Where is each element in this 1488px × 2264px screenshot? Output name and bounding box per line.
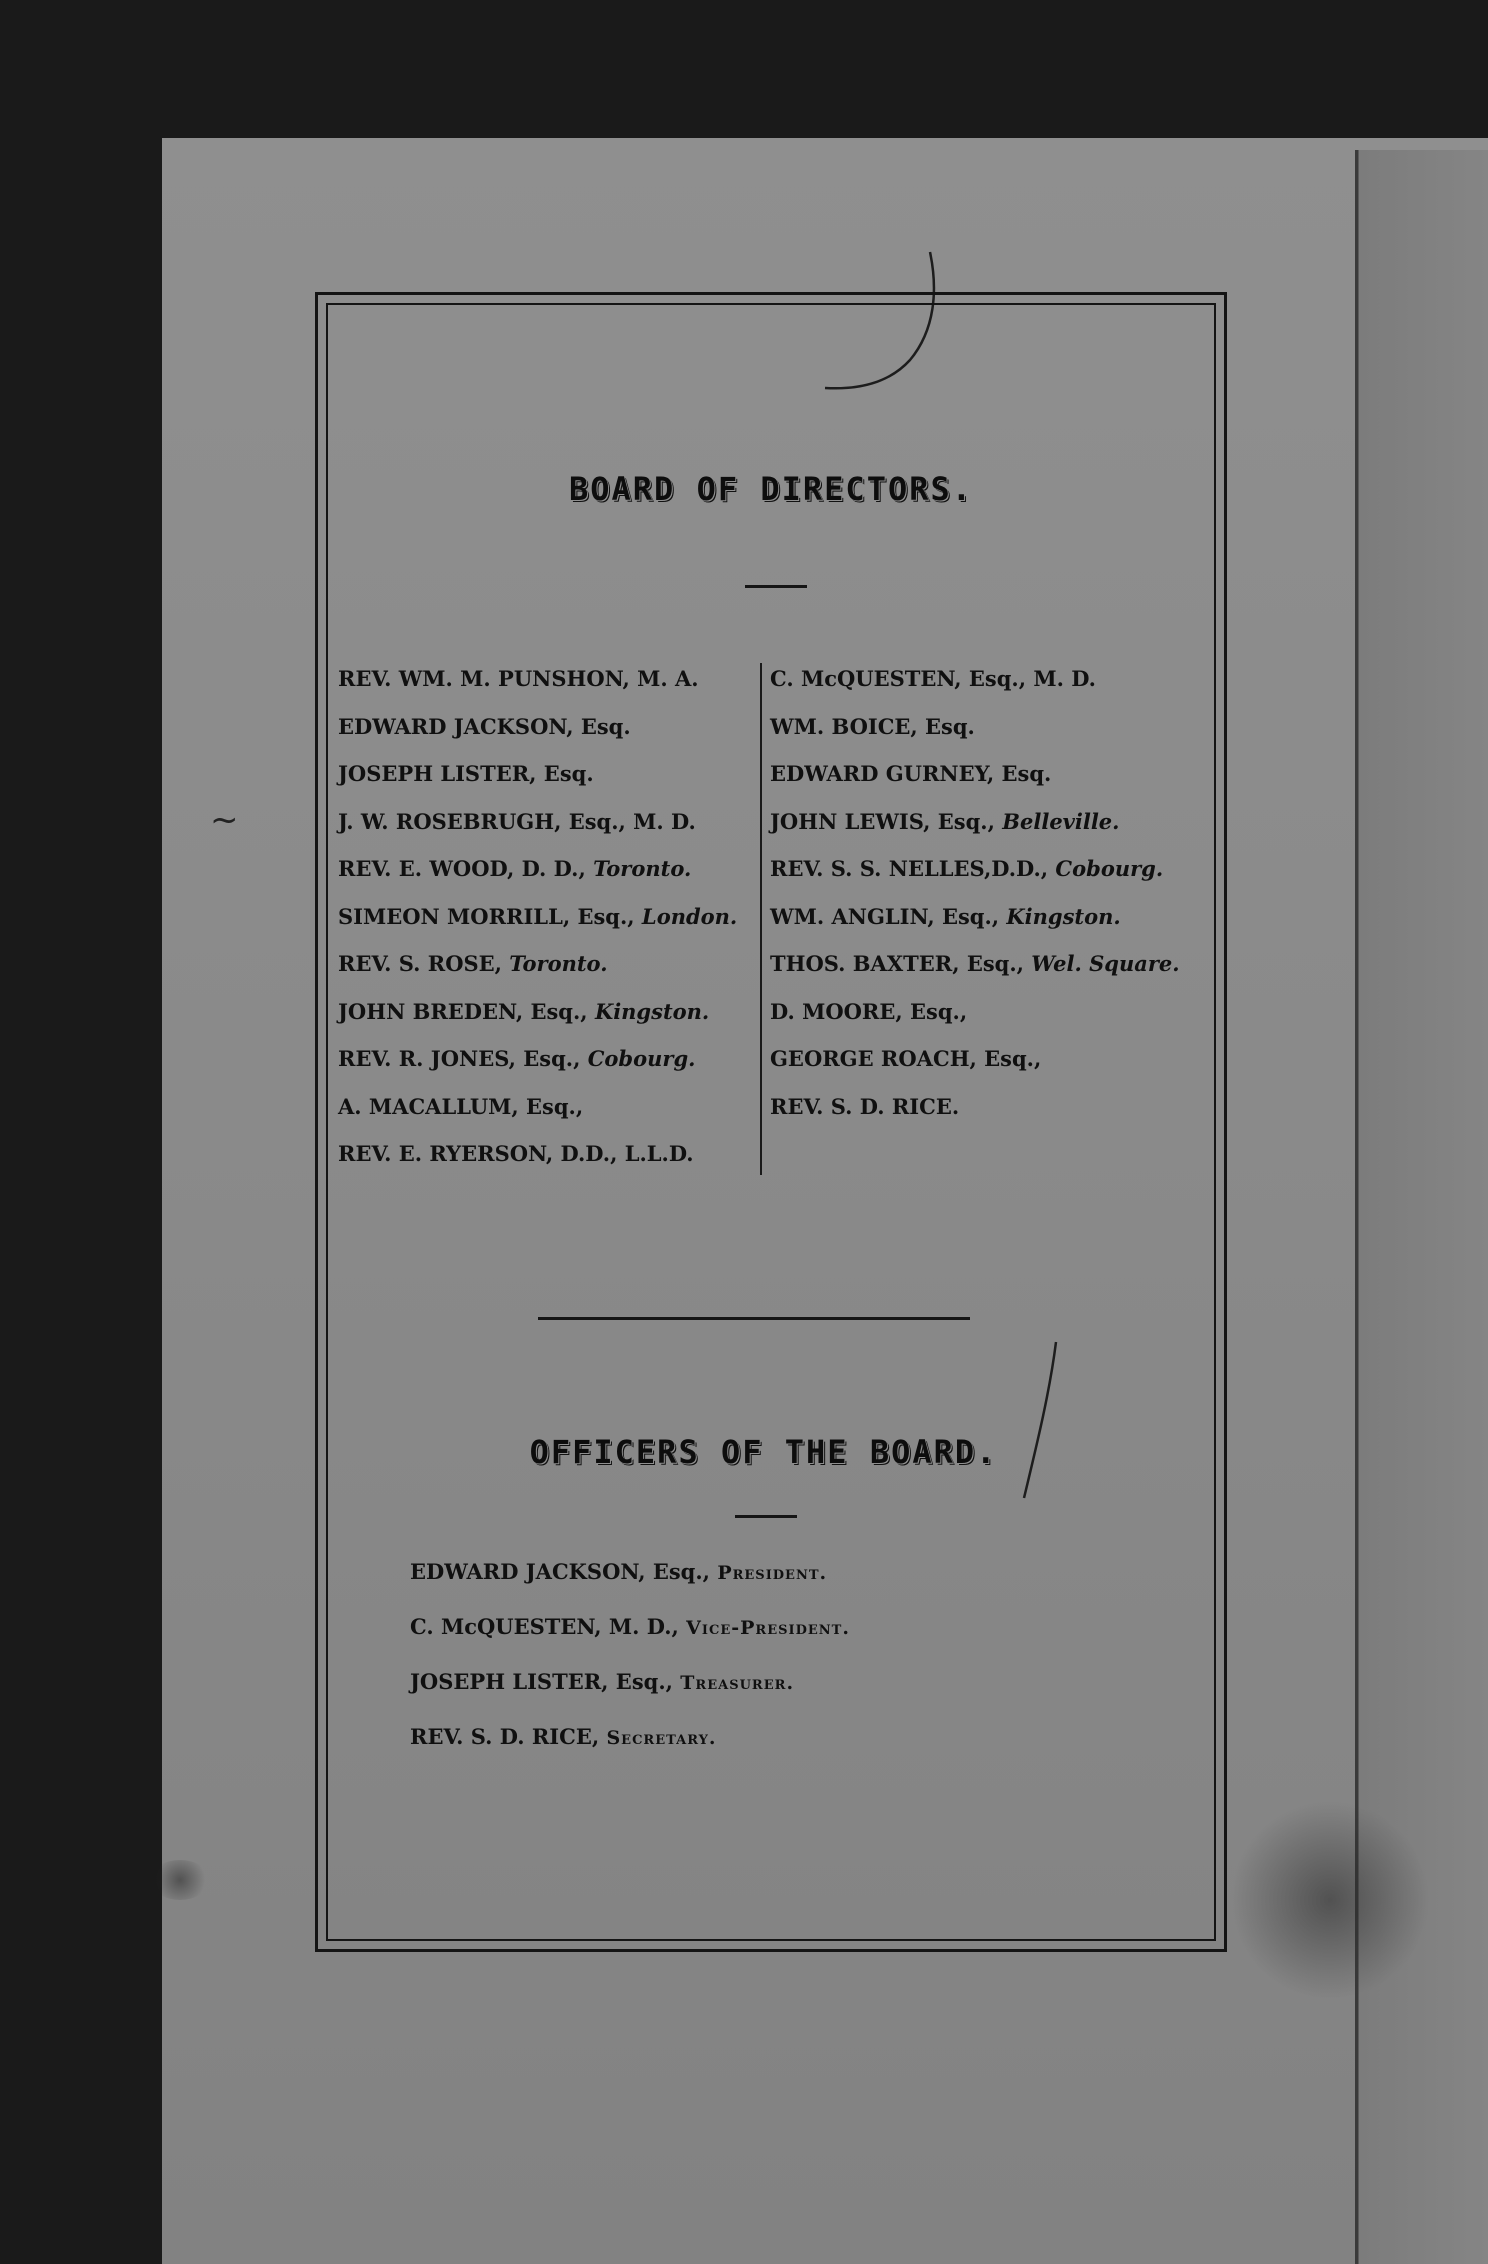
director-entry: JOHN LEWIS, Esq., Belleville.	[770, 808, 1120, 834]
page-border	[315, 292, 1227, 1952]
director-entry: D. MOORE, Esq.,	[770, 998, 968, 1024]
director-entry: REV. S. S. NELLES,D.D., Cobourg.	[770, 856, 1164, 881]
directors-right-column	[770, 655, 1180, 1130]
director-entry: REV. WM. M. PUNSHON, M. A.	[338, 666, 699, 691]
ink-stain	[150, 1860, 210, 1900]
officer-entry: REV. S. D. RICE, Secretary.	[410, 1724, 717, 1749]
director-entry: REV. E. WOOD, D. D., Toronto.	[338, 856, 692, 881]
officers-list	[410, 1545, 850, 1765]
director-entry: THOS. BAXTER, Esq., Wel. Square.	[770, 951, 1180, 976]
director-entry: REV. S. D. RICE.	[770, 1093, 960, 1119]
director-entry: REV. E. RYERSON, D.D., L.L.D.	[338, 1141, 694, 1166]
heading-rule	[735, 1515, 797, 1518]
director-entry: GEORGE ROACH, Esq.,	[770, 1046, 1042, 1071]
ink-stain	[1230, 1800, 1430, 2000]
ink-mark: ~	[210, 800, 239, 840]
director-entry: EDWARD GURNEY, Esq.	[770, 761, 1052, 786]
officer-entry: EDWARD JACKSON, Esq., President.	[410, 1559, 828, 1584]
directors-left-column	[338, 655, 737, 1178]
column-divider	[760, 663, 762, 1175]
officer-entry: C. McQUESTEN, M. D., Vice-President.	[410, 1614, 850, 1639]
board-of-directors-heading: BOARD OF DIRECTORS.	[568, 470, 974, 508]
director-entry: WM. ANGLIN, Esq., Kingston.	[770, 903, 1121, 929]
director-entry: C. McQUESTEN, Esq., M. D.	[770, 666, 1096, 691]
heading-rule	[745, 585, 807, 588]
director-entry: JOHN BREDEN, Esq., Kingston.	[338, 998, 710, 1024]
director-entry: REV. R. JONES, Esq., Cobourg.	[338, 1046, 696, 1071]
officer-entry: JOSEPH LISTER, Esq., Treasurer.	[410, 1669, 795, 1694]
director-entry: J. W. ROSEBRUGH, Esq., M. D.	[338, 808, 696, 834]
director-entry: EDWARD JACKSON, Esq.	[338, 713, 631, 739]
section-divider-rule	[538, 1317, 970, 1320]
director-entry: JOSEPH LISTER, Esq.	[338, 761, 594, 786]
director-entry: SIMEON MORRILL, Esq., London.	[338, 903, 738, 929]
director-entry: A. MACALLUM, Esq.,	[338, 1093, 584, 1119]
director-entry: WM. BOICE, Esq.	[770, 713, 975, 739]
director-entry: REV. S. ROSE, Toronto.	[338, 951, 608, 976]
officers-of-the-board-heading: OFFICERS OF THE BOARD.	[529, 1433, 998, 1471]
